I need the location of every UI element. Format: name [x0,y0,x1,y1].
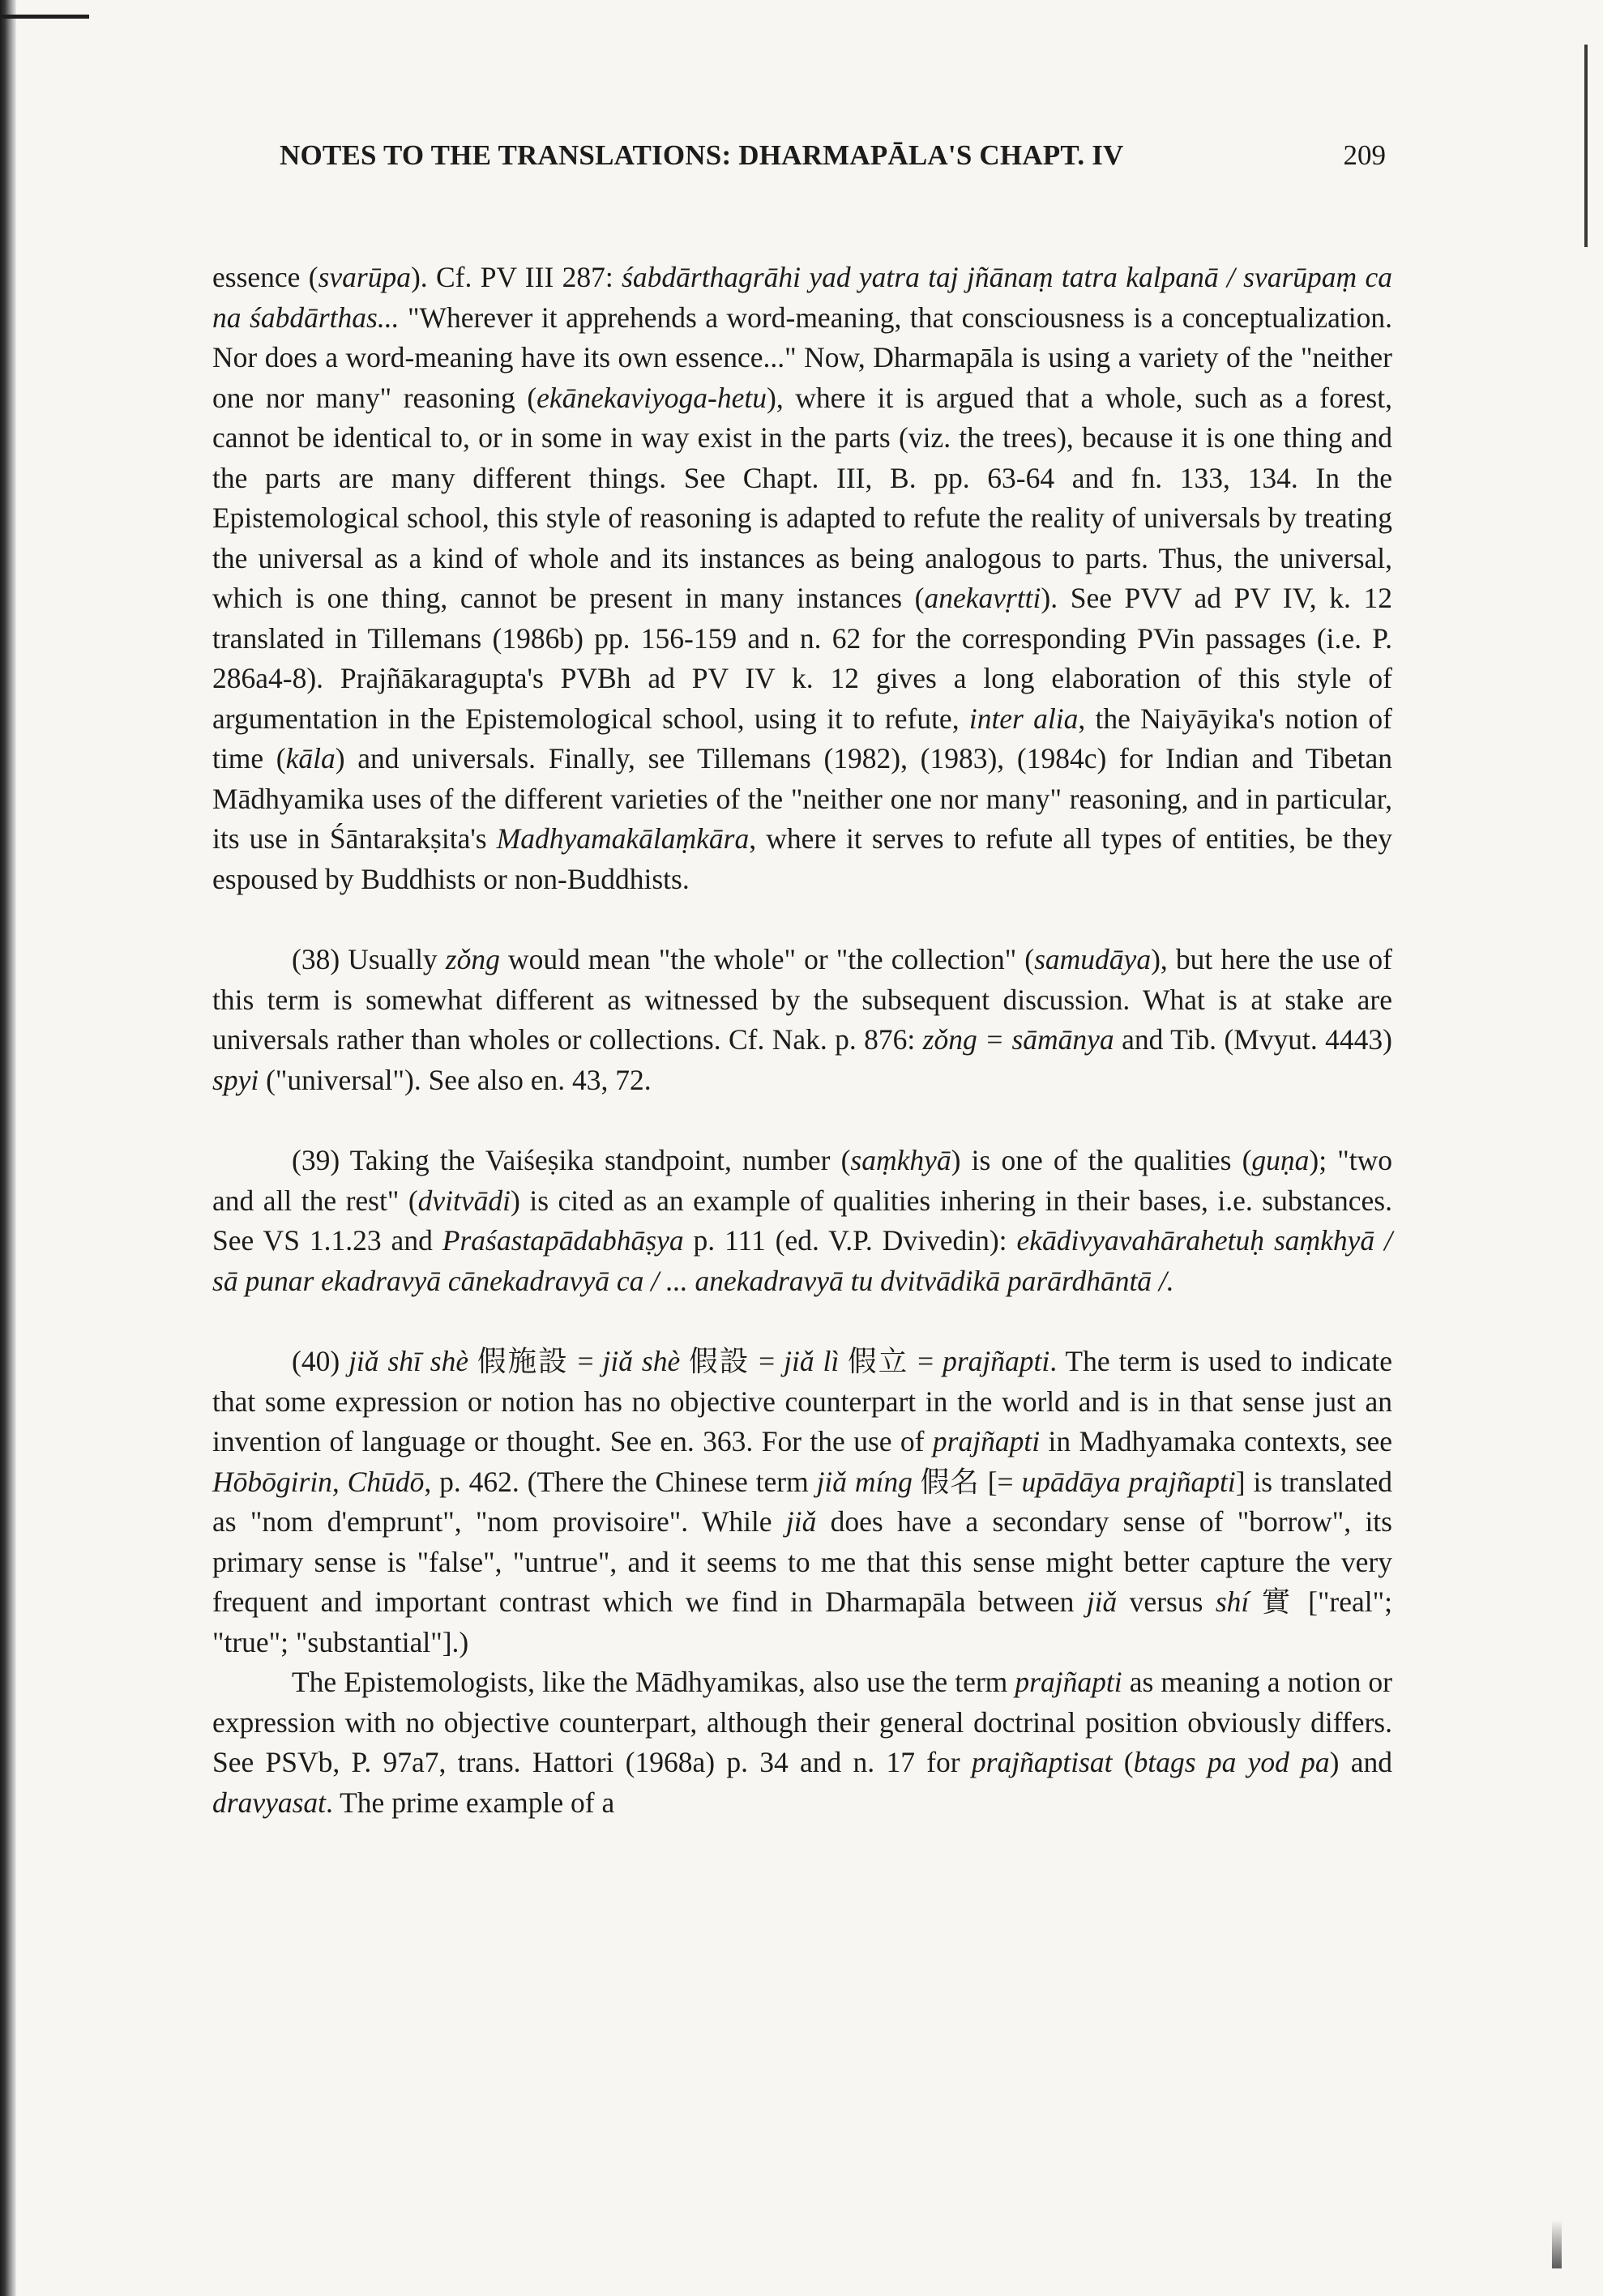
paragraph-note-39: (39) Taking the Vaiśeṣika standpoint, number (saṃkhyā) is one of the qualities (guṇa); "two and all the rest" (dvitvādi) is cited as an example of qualities inhering in their bases, i.e. substances. See VS 1.1.23 and Praśastapādabhāṣya p. 111 (ed. V.P. Dvivedin): ekādivyavahārahetuḥ saṃkhyā / sā punar ekadravyā cānekadravyā ca / ... anekadravyā tu dvitvādikā parārdhāntā /. [212,1144,1392,1297]
scan-mark [1552,2220,1562,2268]
paragraph-note-38: (38) Usually zǒng would mean "the whole" or "the collection" (samudāya), but here the use of this term is somewhat different as witnessed by the subsequent discussion. What is at stake are universals rather than wholes or collections. Cf. Nak. p. 876: zǒng = sāmānya and Tib. (Mvyut. 4443) spyi ("universal"). See also en. 43, 72. [212,943,1392,1096]
paragraph-note-37-continued: essence (svarūpa). Cf. PV III 287: śabdārthagrāhi yad yatra taj jñānaṃ tatra kalpanā / svarūpaṃ ca na śabdārthas... "Wherever it apprehends a word-meaning, that consciousness is a conceptualization. Nor does a word-meaning have its own essence..." Now, Dharmapāla is using a variety of the "neither one nor many" reasoning (ekānekaviyoga-hetu), where it is argued that a whole, such as a forest, cannot be identical to, or in some in way exist in the parts (viz. the trees), because it is one thing and the parts are many different things. See Chapt. III, B. pp. 63-64 and fn. 133, 134. In the Epistemological school, this style of reasoning is adapted to refute the reality of universals by treating the universal as a kind of whole and its instances as being analogous to parts. Thus, the universal, which is one thing, cannot be present in many instances (anekavṛtti). See PVV ad PV IV, k. 12 translated in Tillemans (1986b) pp. 156-159 and n. 62 for the corresponding PVin passages (i.e. P. 286a4-8). Prajñākaragupta's PVBh ad PV IV k. 12 gives a long elaboration of this style of argumentation in the Epistemological school, using it to refute, inter alia, the Naiyāyika's notion of time (kāla) and universals. Finally, see Tillemans (1982), (1983), (1984c) for Indian and Tibetan Mādhyamika uses of the different varieties of the "neither one nor many" reasoning, and in particular, its use in Śāntarakṣita's Madhyamakālaṃkāra, where it serves to refute all types of entities, be they espoused by Buddhists or non-Buddhists. [212,261,1393,895]
margin-rule [1584,45,1588,247]
page-number: 209 [1343,139,1386,171]
page-header [280,139,1386,188]
body-text [212,258,1392,1823]
paragraph-note-40: (40) jiǎ shī shè 假施設 = jiǎ shè 假設 = jiǎ lì 假立 = prajñapti. The term is used to indicate that some expression or notion has no objective counterpart in the world and is in that sense just an invention of language or thought. See en. 363. For the use of prajñapti in Madhyamaka contexts, see Hōbōgirin, Chūdō, p. 462. (There the Chinese term jiǎ míng 假名 [= upādāya prajñapti] is translated as "nom d'emprunt", "nom provisoire". While jiǎ does have a secondary sense of "borrow", its primary sense is "false", "untrue", and it seems to me that this sense might better capture the very frequent and important contrast which we find in Dharmapāla between jiǎ versus shí 實 ["real"; "true"; "substantial"].) [212,1345,1392,1658]
running-head: NOTES TO THE TRANSLATIONS: DHARMAPĀLA'S CHAPT. IV [280,139,1124,171]
corner-mark [0,15,89,19]
paragraph-note-40-continued: The Epistemologists, like the Mādhyamikas, also use the term prajñapti as meaning a notion or expression with no objective counterpart, although their general doctrinal position obviously differs. See PSVb, P. 97a7, trans. Hattori (1968a) p. 34 and n. 17 for prajñaptisat (btags pa yod pa) and dravyasat. The prime example of a [212,1666,1392,1819]
binding-edge [0,0,16,2296]
